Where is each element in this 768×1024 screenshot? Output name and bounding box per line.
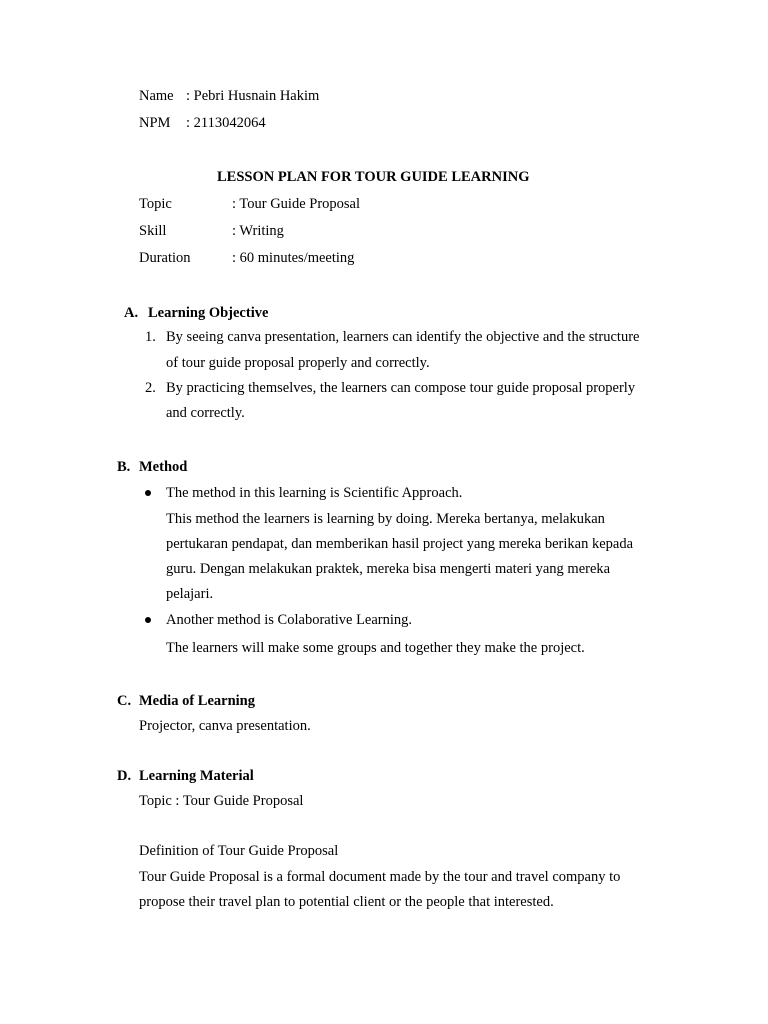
method-1-line-3: pertukaran pendapat, dan memberikan hasil project yang mereka berikan kepada [166,536,634,552]
npm-value: : 2113042064 [186,115,266,131]
name-label: Name [139,88,174,104]
objective-2-line-2: and correctly. [166,405,245,421]
section-c-marker: C. [117,693,132,709]
skill-value: : Writing [232,223,284,239]
duration-value: : 60 minutes/meeting [232,250,355,266]
section-b-heading: Method [139,459,188,475]
section-a-marker: A. [124,305,139,321]
topic-label: Topic [139,196,172,212]
section-c-heading: Media of Learning [139,693,255,709]
definition-line-1: Tour Guide Proposal is a formal document made by the tour and travel company to [139,869,621,885]
bullet-1-dot [145,490,151,496]
objective-2-line-1: By practicing themselves, the learners can compose tour guide proposal properly [166,380,636,396]
method-1-line-1: The method in this learning is Scientific Approach. [166,485,463,501]
method-1-line-2: This method the learners is learning by doing. Mereka bertanya, melakukan [166,511,605,527]
npm-label: NPM [139,115,171,131]
section-d-marker: D. [117,768,132,784]
skill-label: Skill [139,223,167,239]
duration-label: Duration [139,250,191,266]
section-b-marker: B. [117,459,131,475]
bullet-2-dot [145,617,151,623]
method-2-line-1: Another method is Colaborative Learning. [166,612,413,628]
material-topic: Topic : Tour Guide Proposal [139,793,304,809]
objective-1-line-2: of tour guide proposal properly and correctly. [166,355,430,371]
method-1-line-5: pelajari. [166,586,214,602]
definition-heading: Definition of Tour Guide Proposal [139,843,339,859]
topic-value: : Tour Guide Proposal [232,196,361,212]
objective-1-number: 1. [145,329,156,345]
definition-line-2: propose their travel plan to potential client or the people that interested. [139,894,554,910]
method-2-line-2: The learners will make some groups and together they make the project. [166,640,585,656]
name-value: : Pebri Husnain Hakim [186,88,320,104]
method-1-line-4: guru. Dengan melakukan praktek, mereka bisa mengerti materi yang mereka [166,561,611,577]
section-d-heading: Learning Material [139,768,254,784]
section-a-heading: Learning Objective [148,305,269,321]
media-body: Projector, canva presentation. [139,718,311,734]
objective-1-line-1: By seeing canva presentation, learners can identify the objective and the structure [166,329,640,345]
page-title: LESSON PLAN FOR TOUR GUIDE LEARNING [217,169,530,185]
objective-2-number: 2. [145,380,156,396]
